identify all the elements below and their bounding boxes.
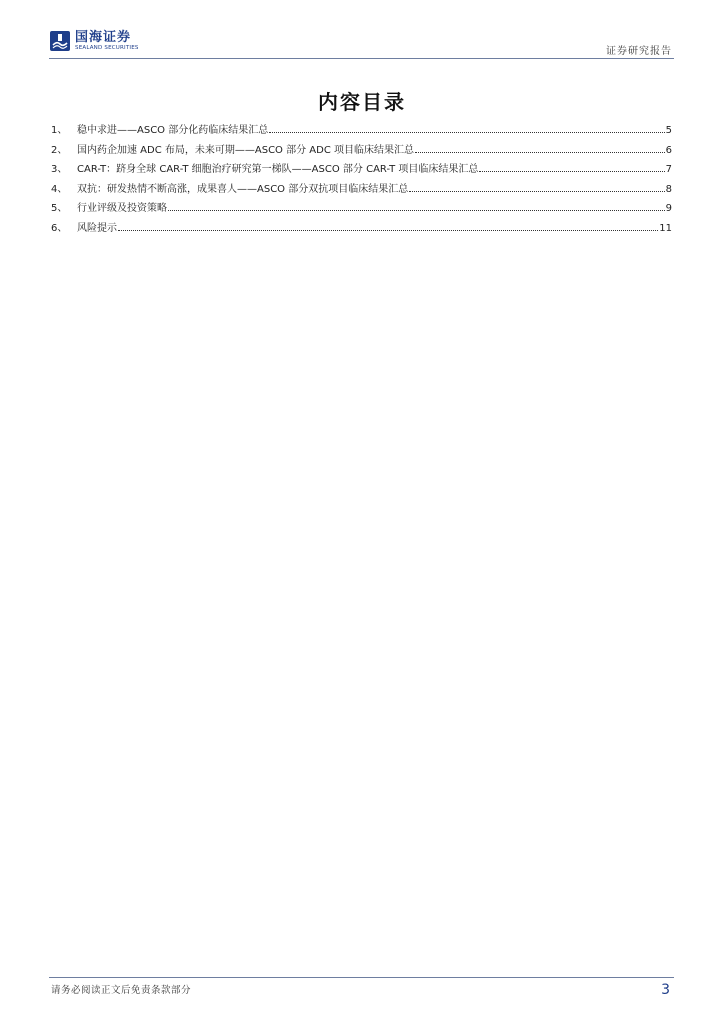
toc-entry[interactable] xyxy=(51,121,672,141)
table-of-contents xyxy=(51,121,672,238)
toc-entry-title: CAR-T：跻身全球 CAR-T 细胞治疗研究第一梯队——ASCO 部分 CAR-T 项目临床结果汇总 xyxy=(77,164,479,175)
page-header xyxy=(49,28,674,59)
toc-leader-dots xyxy=(269,124,664,133)
page-number: 3 xyxy=(661,982,670,998)
toc-entry-number: 2、 xyxy=(51,144,68,156)
page-footer xyxy=(49,977,674,1008)
toc-leader-dots xyxy=(168,202,665,211)
toc-entry-title: 双抗：研发热情不断高涨，成果喜人——ASCO 部分双抗项目临床结果汇总 xyxy=(77,183,409,195)
toc-entry-title: 国内药企加速 ADC 布局，未来可期——ASCO 部分 ADC 项目临床结果汇总 xyxy=(77,144,414,156)
toc-entry-page: 9 xyxy=(665,203,672,214)
toc-entry-number: 3、 xyxy=(51,164,68,175)
toc-entry-title: 稳中求进——ASCO 部分化药临床结果汇总 xyxy=(77,125,269,136)
toc-leader-dots xyxy=(118,222,658,231)
report-type: 证券研究报告 xyxy=(606,46,672,57)
brand-name-en: SEALAND SECURITIES xyxy=(75,44,139,51)
toc-entry-title: 风险提示 xyxy=(77,222,117,234)
toc-entry[interactable] xyxy=(51,180,672,200)
brand-logo xyxy=(49,30,139,52)
toc-leader-dots xyxy=(415,144,665,153)
toc-entry-page: 8 xyxy=(665,183,672,195)
toc-entry[interactable] xyxy=(51,219,672,239)
toc-entry-number: 1、 xyxy=(51,125,68,136)
brand-name-cn: 国海证券 xyxy=(75,29,132,45)
toc-entry[interactable] xyxy=(51,160,672,180)
toc-leader-dots xyxy=(479,163,664,172)
toc-entry-number: 4、 xyxy=(51,183,68,195)
toc-entry-title: 行业评级及投资策略 xyxy=(77,203,167,214)
toc-entry-page: 7 xyxy=(665,164,672,175)
toc-leader-dots xyxy=(409,183,664,192)
toc-entry-page: 11 xyxy=(659,222,672,234)
toc-entry-number: 6、 xyxy=(51,222,68,234)
toc-entry-page: 6 xyxy=(665,144,672,156)
toc-title: 内容目录 xyxy=(318,90,406,114)
footer-disclaimer: 请务必阅读正文后免责条款部分 xyxy=(51,985,192,996)
toc-entry-page: 5 xyxy=(665,125,672,136)
toc-entry[interactable] xyxy=(51,199,672,219)
toc-entry[interactable] xyxy=(51,141,672,161)
toc-entry-number: 5、 xyxy=(51,203,68,214)
sealand-logo-icon xyxy=(49,30,71,52)
